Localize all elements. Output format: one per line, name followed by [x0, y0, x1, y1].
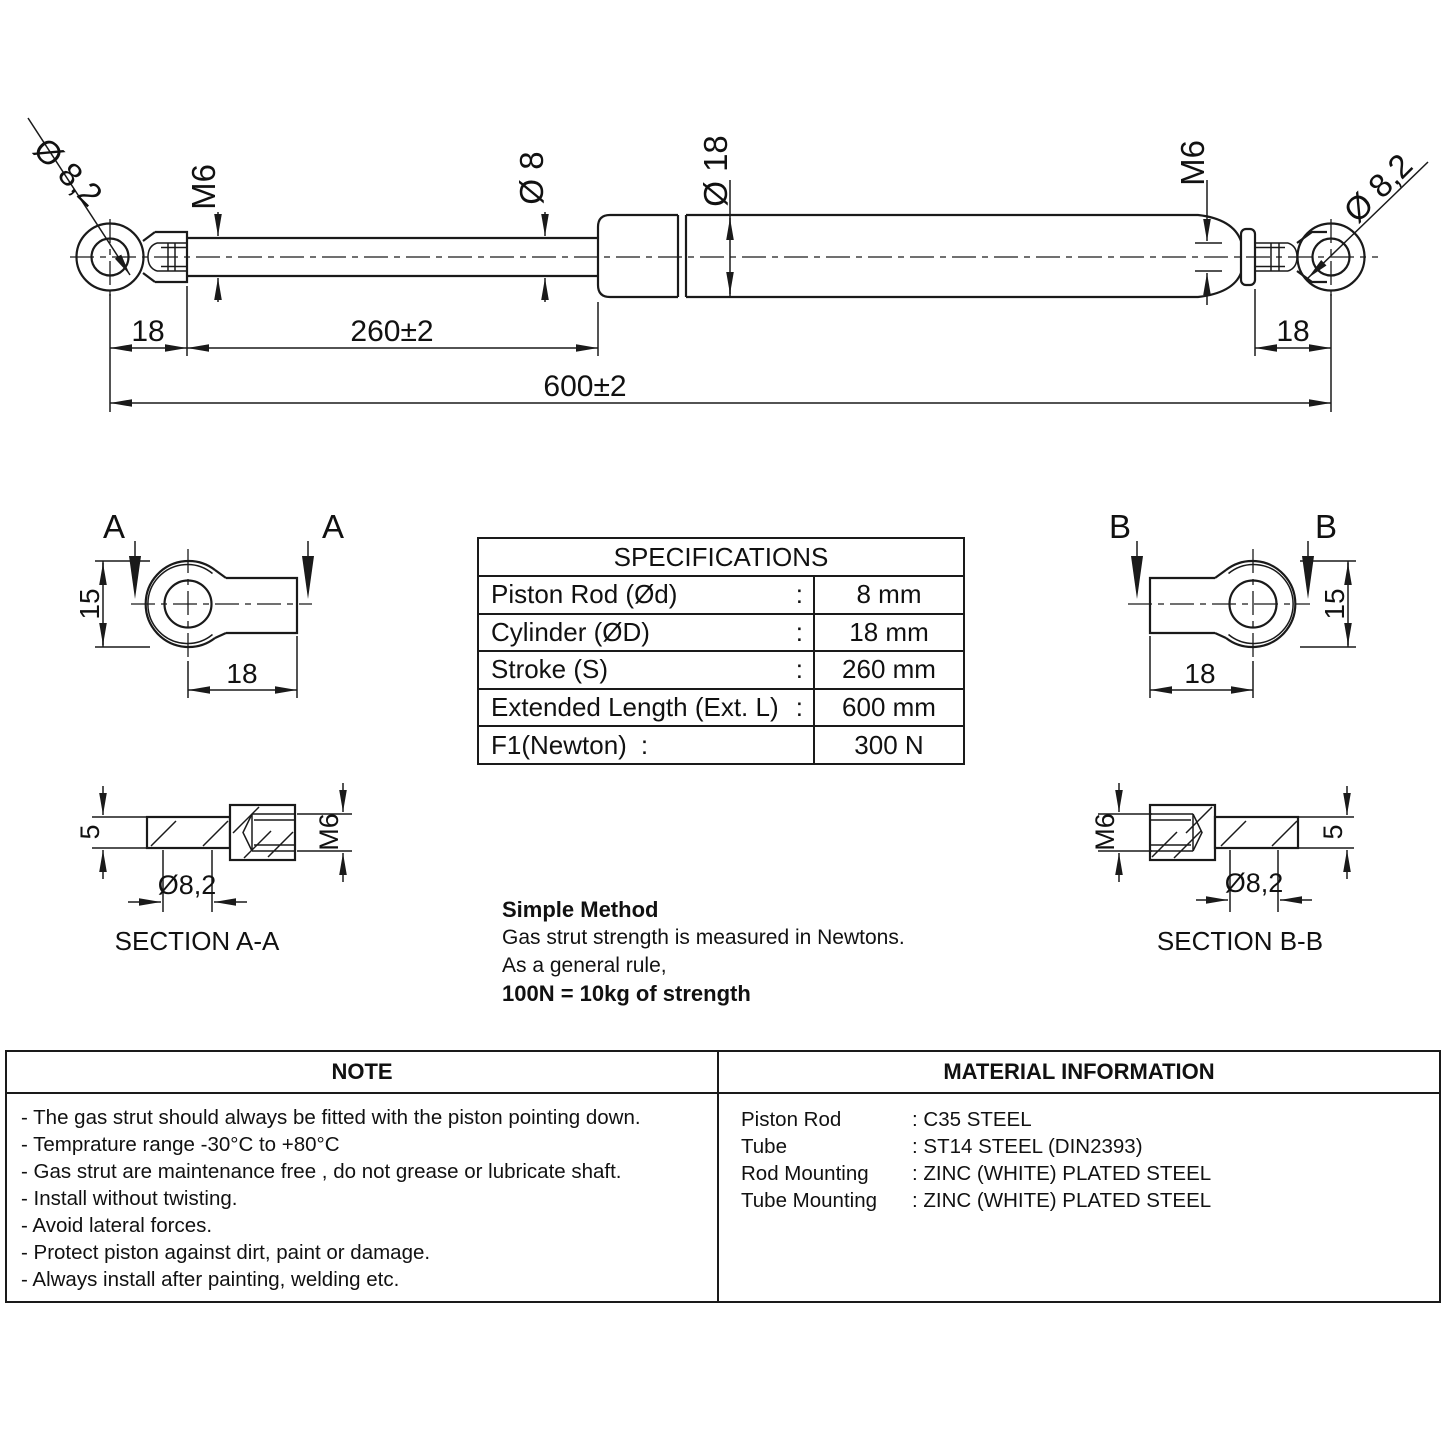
section-arrow-b1	[1131, 556, 1143, 599]
note-item: - Install without twisting.	[21, 1187, 238, 1210]
spec-row-colon: :	[640, 729, 649, 760]
simple-method-line1: Gas strut strength is measured in Newtons.	[502, 926, 905, 949]
cylinder-body	[686, 215, 1241, 297]
material-row-label: Tube	[741, 1135, 787, 1158]
spec-row-colon: :	[795, 692, 803, 723]
bb-dim-hole: Ø8,2	[1224, 868, 1284, 898]
spec-table-rows	[479, 575, 963, 763]
material-row-label: Piston Rod	[741, 1108, 842, 1131]
spec-row-colon: :	[795, 579, 803, 610]
dim-tube-end: 18	[1276, 315, 1310, 348]
spec-row	[479, 725, 963, 763]
dim-extended-length: 600±2	[543, 370, 627, 403]
section-letter-b2: B	[1314, 508, 1338, 545]
section-a-a	[75, 783, 352, 956]
label-cylinder-diameter: Ø 18	[697, 135, 734, 207]
spec-row-value: 600 mm	[842, 692, 936, 723]
material-title: MATERIAL INFORMATION	[943, 1059, 1215, 1084]
section-b-b	[1090, 783, 1354, 956]
spec-row-label: Extended Length (Ext. L)	[491, 692, 779, 723]
section-aa-title: SECTION A-A	[114, 926, 280, 956]
note-item: - Always install after painting, welding etc.	[21, 1268, 400, 1291]
label-eye-right-diameter: Ø 8,2	[1336, 146, 1420, 230]
cylinder-head	[598, 215, 686, 297]
aa-dim-height: 15	[74, 588, 105, 620]
bb-thread-label: M6	[1090, 813, 1120, 851]
spec-table-title: SPECIFICATIONS	[613, 542, 829, 572]
aa-tube-boss	[226, 578, 297, 633]
material-row-label: Tube Mounting	[741, 1189, 877, 1212]
spec-row	[479, 613, 963, 651]
bb-dim-thickness: 5	[1318, 824, 1348, 840]
label-eye-left-diameter: Ø 8,2	[26, 130, 110, 214]
note-material-table	[5, 1050, 1441, 1303]
note-item: - Avoid lateral forces.	[21, 1214, 213, 1237]
material-row-value: : C35 STEEL	[912, 1108, 1032, 1131]
material-row-value: : ZINC (WHITE) PLATED STEEL	[912, 1189, 1212, 1212]
material-rows	[719, 1094, 1439, 1301]
label-rod-diameter: Ø 8	[513, 151, 550, 205]
material-row	[741, 1133, 1439, 1160]
spec-row-label: Stroke (S)	[491, 654, 609, 685]
note-item: - Protect piston against dirt, paint or damage.	[21, 1241, 431, 1264]
bb-tube-boss	[1150, 578, 1215, 633]
spec-row-value: 300 N	[854, 729, 924, 760]
main-strut-drawing	[27, 118, 1428, 412]
section-letter-a2: A	[321, 508, 345, 545]
spec-row-value: 8 mm	[856, 579, 922, 610]
section-arrow-a2	[302, 556, 314, 599]
section-arrow-b2	[1302, 556, 1314, 599]
note-list	[7, 1094, 719, 1301]
spec-row-label: Piston Rod (Ød)	[491, 579, 678, 610]
aa-thread-label: M6	[314, 813, 344, 851]
spec-row-colon: :	[795, 616, 803, 647]
material-row-value: : ST14 STEEL (DIN2393)	[912, 1135, 1143, 1158]
simple-method-heading: Simple Method	[502, 897, 659, 922]
view-b-b	[1109, 508, 1356, 698]
note-material-header	[7, 1052, 1439, 1094]
section-bb-title: SECTION B-B	[1156, 926, 1324, 956]
label-thread-left: M6	[185, 164, 222, 210]
simple-method-block	[502, 896, 905, 1008]
simple-method-line2: As a general rule,	[502, 954, 667, 977]
bb-dim-height: 15	[1319, 588, 1350, 620]
section-letter-b1: B	[1108, 508, 1132, 545]
material-row-label: Rod Mounting	[741, 1162, 869, 1185]
aa-dim-width: 18	[226, 658, 258, 689]
simple-method-line3: 100N = 10kg of strength	[502, 981, 751, 1006]
spec-row	[479, 575, 963, 613]
section-arrow-a1	[129, 556, 141, 599]
aa-dim-hole: Ø8,2	[157, 870, 217, 900]
bb-dim-width: 18	[1184, 658, 1216, 689]
spec-row-label: F1(Newton)	[491, 729, 627, 760]
material-row-value: : ZINC (WHITE) PLATED STEEL	[912, 1162, 1212, 1185]
note-title: NOTE	[7, 1052, 719, 1092]
label-thread-right: M6	[1174, 140, 1211, 186]
view-a-a	[74, 508, 344, 698]
note-item: - Temprature range -30°C to +80°C	[21, 1133, 340, 1156]
spec-row-label: Cylinder (ØD)	[491, 616, 650, 647]
spec-row-colon: :	[795, 654, 803, 685]
aa-dim-thickness: 5	[75, 824, 105, 840]
section-letter-a1: A	[102, 508, 126, 545]
note-material-body	[7, 1094, 1439, 1301]
material-row	[741, 1187, 1439, 1214]
spec-row-value: 260 mm	[842, 654, 936, 685]
dim-rod-end: 18	[131, 315, 165, 348]
note-item: - The gas strut should always be fitted with the piston pointing down.	[21, 1106, 641, 1129]
note-item: - Gas strut are maintenance free , do not grease or lubricate shaft.	[21, 1160, 622, 1183]
material-row	[741, 1160, 1439, 1187]
spec-row	[479, 688, 963, 726]
specifications-table	[477, 537, 965, 765]
spec-row-value: 18 mm	[849, 616, 929, 647]
dim-stroke: 260±2	[350, 315, 434, 348]
spec-row	[479, 650, 963, 688]
material-row	[741, 1106, 1439, 1133]
